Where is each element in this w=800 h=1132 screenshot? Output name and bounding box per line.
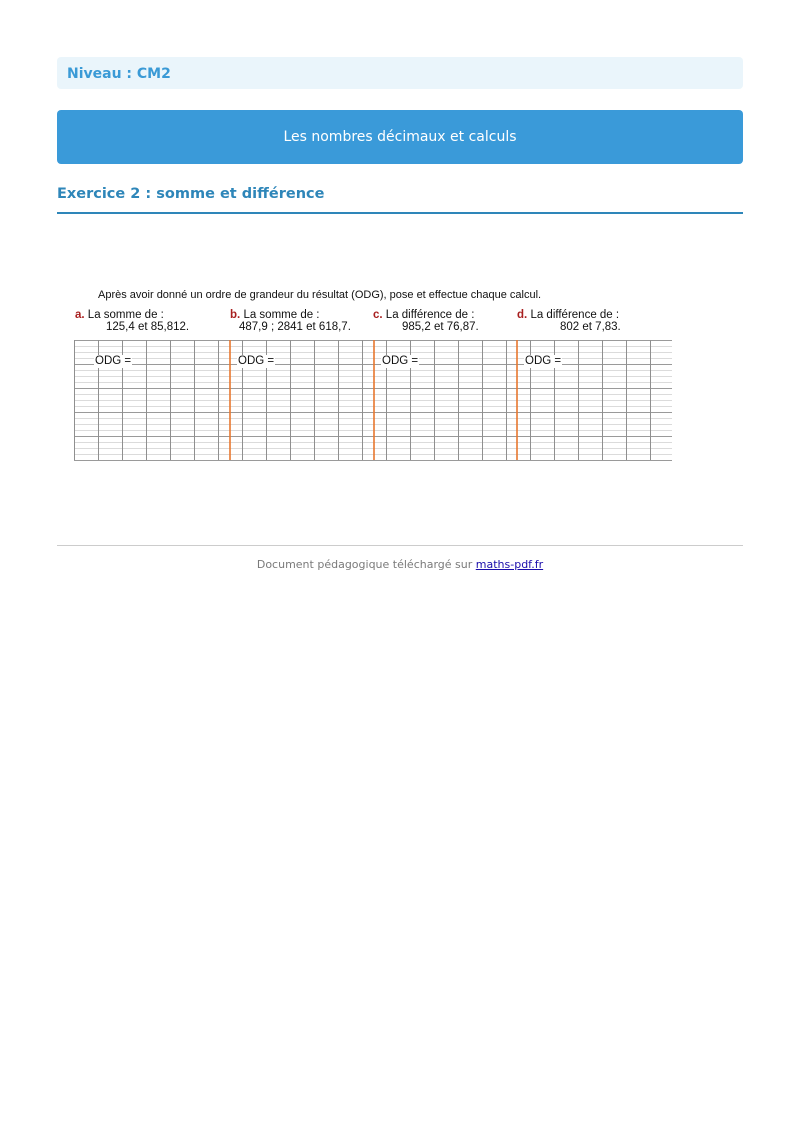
footer-divider [57,545,743,546]
footer [0,558,800,571]
item-label: La différence de : [385,309,475,321]
footer-text: Document pédagogique téléchargé sur [256,558,473,571]
exercise-instruction: Après avoir donné un ordre de grandeur du résultat (ODG), pose et effectue chaque calcul. [98,289,542,301]
banner-title: Les nombres décimaux et calculs [283,129,517,145]
item-letter: b. [230,309,241,321]
exercise-item-c [373,309,479,333]
item-operands: 802 et 7,83. [560,321,621,333]
odg-label-d: ODG = [525,355,562,367]
item-operands: 487,9 ; 2841 et 618,7. [239,321,351,333]
item-operands: 985,2 et 76,87. [402,321,479,333]
exercise-item-b [230,309,351,333]
item-label: La différence de : [530,309,620,321]
title-underline [57,212,743,214]
lesson-banner [57,110,743,164]
item-letter: a. [75,309,85,321]
item-letter: d. [517,309,528,321]
exercise-item-d [517,309,621,333]
item-label: La somme de : [87,309,164,321]
squared-paper-grid [73,338,673,464]
item-letter: c. [373,309,383,321]
level-badge [57,57,743,89]
footer-link[interactable]: maths-pdf.fr [475,558,544,571]
level-label: Niveau : CM2 [67,66,171,82]
odg-label-c: ODG = [382,355,419,367]
exercise-item-a [75,309,189,333]
odg-label-a: ODG = [95,355,132,367]
exercise-title: Exercice 2 : somme et différence [57,186,325,202]
item-label: La somme de : [243,309,320,321]
item-operands: 125,4 et 85,812. [106,321,190,333]
odg-label-b: ODG = [238,355,275,367]
